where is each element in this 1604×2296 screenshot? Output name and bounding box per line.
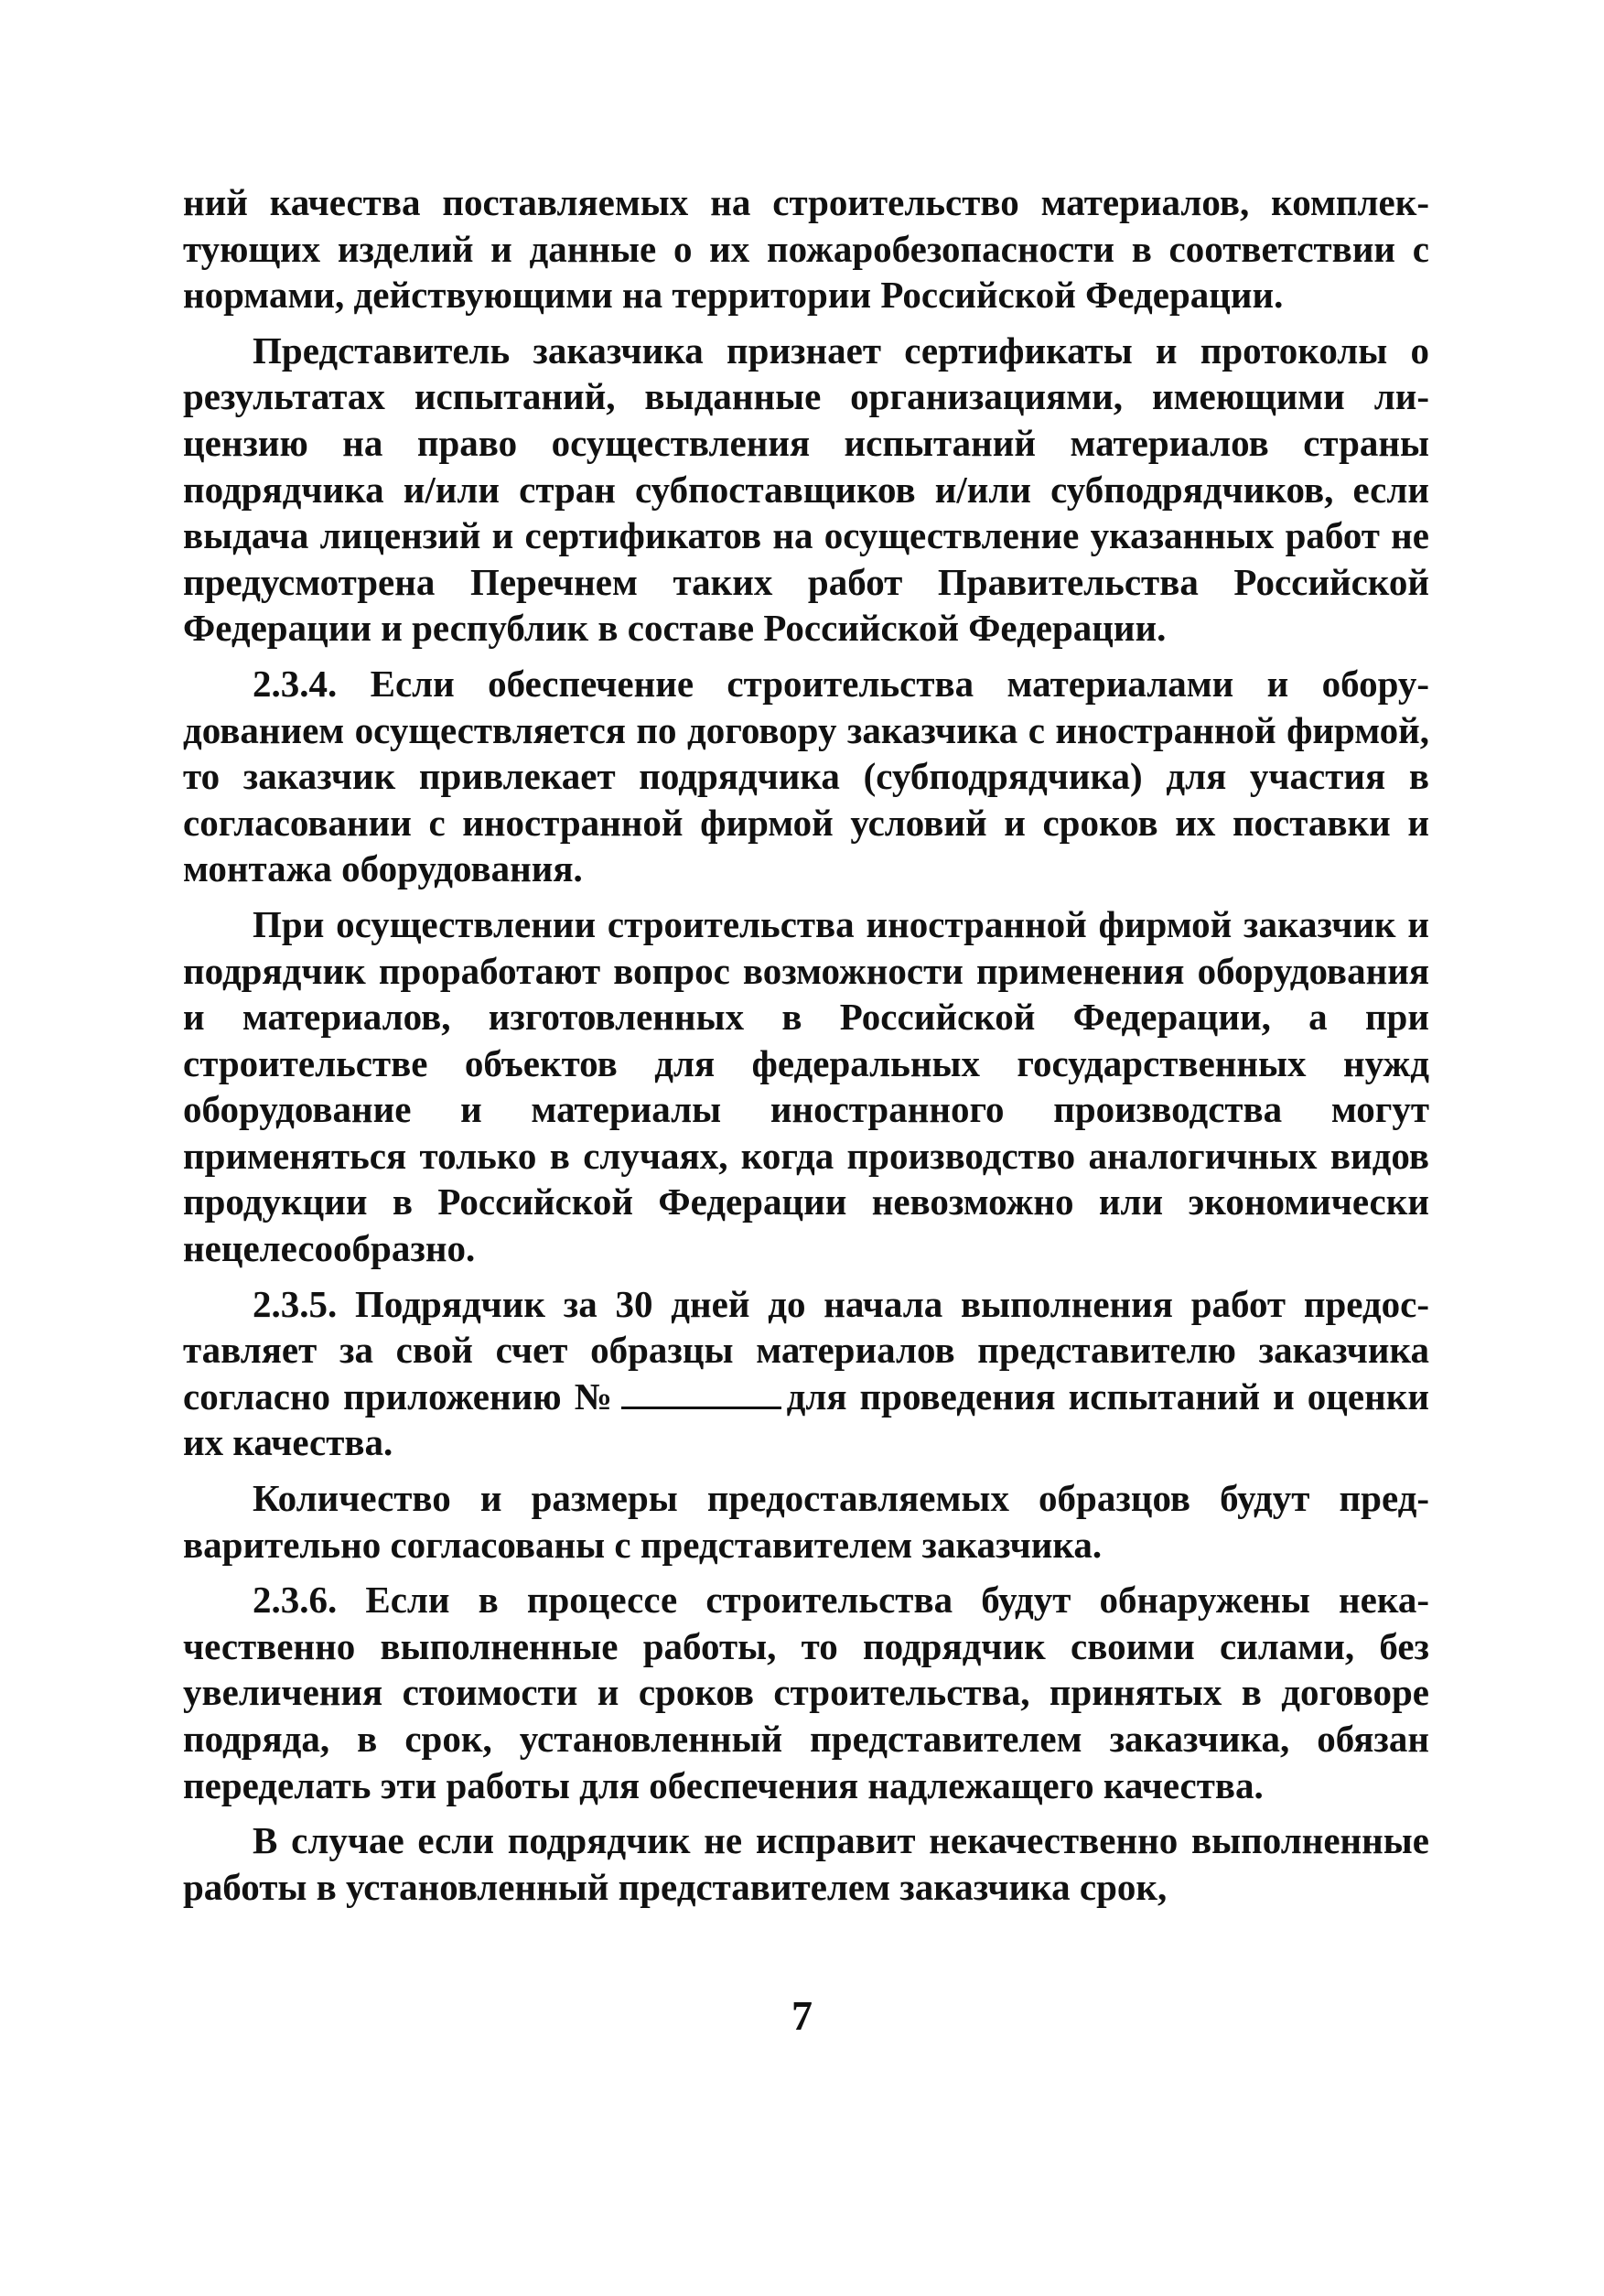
- paragraph-text-after-blank: для проведения испытаний и оценки их качества.: [183, 1374, 1429, 1464]
- document-body: [183, 179, 1429, 1913]
- clause-2-3-6: [183, 1577, 1429, 1808]
- clause-number: 2.3.5.: [253, 1282, 338, 1325]
- paragraph-foreign-firm: [183, 901, 1429, 1272]
- clause-number: 2.3.4.: [253, 662, 338, 705]
- paragraph-text: Представитель заказчика признает сертификаты и протоколы о результатах испытаний, выданные организациями, имеющими лицензию на право осуществления испытаний материалов страны подрядчика и/или стран субпоставщиков и/или субподрядчиков, если выдача лицензий и сертификатов на осуществление указанных работ не предусмотрена Перечнем таких работ Правительства Российской Федерации и республик в составе Российской Федерации.: [183, 329, 1429, 650]
- paragraph-text: В случае если подрядчик не исправит некачественно выполненные работы в установленный представителем заказчика срок,: [183, 1819, 1429, 1908]
- appendix-number-blank: [621, 1379, 781, 1409]
- paragraph-text: Подрядчик за 30 дней до начала выполнения работ предоставляет за свой счет образцы материалов представителю заказчика согласно приложению №: [183, 1282, 1429, 1417]
- clause-2-3-5: [183, 1281, 1429, 1466]
- paragraph-text: Если обеспечение строительства материалами и оборудованием осуществляется по договору заказчика с иностранной фирмой, то заказчик привлекает подрядчика (субподрядчика) для участия в согласовании с иностранной фирмой условий и сроков их поставки и монтажа оборудования.: [183, 662, 1429, 890]
- page-number: 7: [791, 1992, 813, 2039]
- paragraph-certificates: [183, 328, 1429, 652]
- paragraph-text: Если в процессе строительства будут обнаружены некачественно выполненные работы, то подрядчик своими силами, без увеличения стоимости и сроков строительства, принятых в договоре подряда, в срок, установленный представителем заказчика, обязан переделать эти работы для обеспечения надлежащего качества.: [183, 1579, 1429, 1806]
- clause-number: 2.3.6.: [253, 1579, 338, 1622]
- paragraph-text: ний качества поставляемых на строительство материалов, комплектующих изделий и данные о их пожаробезопасности в соответствии с нормами, действующими на территории Российской Федерации.: [183, 181, 1429, 317]
- paragraph-samples: [183, 1475, 1429, 1568]
- paragraph-text: Количество и размеры предоставляемых образцов будут предварительно согласованы с представителем заказчика.: [183, 1477, 1429, 1566]
- paragraph-defects: [183, 1817, 1429, 1910]
- clause-2-3-4: [183, 661, 1429, 892]
- paragraph-continuation: [183, 179, 1429, 318]
- paragraph-text: При осуществлении строительства иностранной фирмой заказчик и подрядчик проработают вопрос возможности применения оборудования и материалов, изготовленных в Российской Федерации, а при строительстве объектов для федеральных государственных нужд оборудование и материалы иностранного производства могут применяться только в случаях, когда производство аналогичных видов продукции в Российской Федерации невозможно или экономически нецелесообразно.: [183, 902, 1429, 1270]
